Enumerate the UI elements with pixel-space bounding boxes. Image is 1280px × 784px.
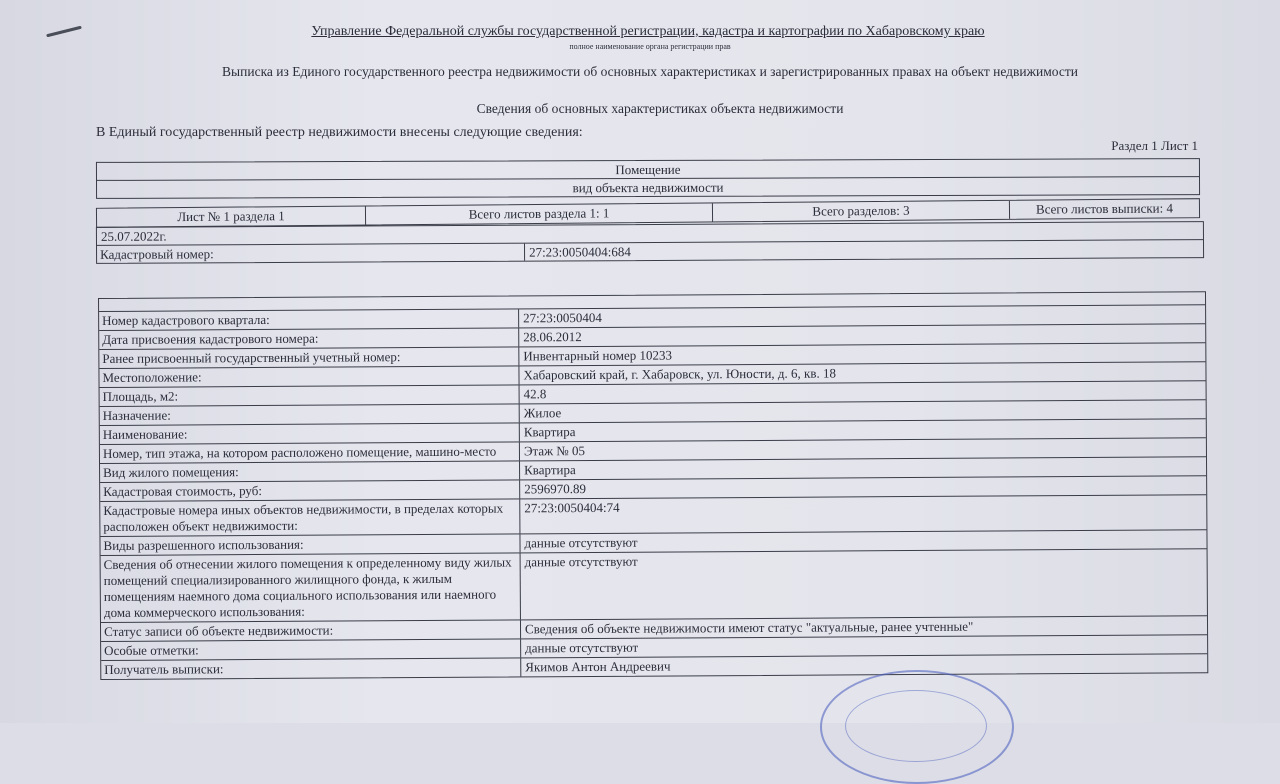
- row-label: Особые отметки:: [101, 639, 521, 660]
- date-cadastral-box: [96, 221, 1204, 264]
- row-value: Квартира: [523, 424, 576, 440]
- sheet-number: Лист № 1 раздела 1: [97, 206, 366, 226]
- row-label: Получатель выписки:: [101, 658, 521, 679]
- row-label: Статус записи об объекте недвижимости:: [101, 620, 521, 641]
- row-label: Ранее присвоенный государственный учетный номер:: [99, 347, 519, 368]
- document-subtitle: Сведения об основных характеристиках объекта недвижимости: [476, 101, 844, 116]
- row-label: Кадастровая стоимость, руб:: [100, 480, 520, 501]
- row-value: данные отсутствуют: [525, 639, 639, 656]
- table-row: [101, 549, 1207, 623]
- object-type-box: [96, 158, 1200, 199]
- row-value: Жилое: [523, 405, 562, 421]
- row-label: Наименование:: [100, 423, 520, 444]
- row-value: Этаж № 05: [523, 443, 586, 459]
- section-sheet-label: Раздел 1 Лист 1: [1111, 138, 1198, 153]
- document-title: Выписка из Единого государственного реестра недвижимости об основных характеристиках и зарегистрированных правах на объект недвижимости: [222, 64, 1078, 79]
- row-label: Вид жилого помещения:: [100, 461, 520, 482]
- row-label: Виды разрешенного использования:: [100, 534, 520, 555]
- row-value: 27:23:0050404:74: [524, 499, 620, 516]
- row-label: Площадь, м2:: [100, 385, 520, 406]
- row-label: Кадастровые номера иных объектов недвижимости, в пределах которых расположен объект недвижимости:: [100, 499, 520, 536]
- row-label: Местоположение:: [99, 366, 519, 387]
- row-value: Якимов Антон Андреевич: [525, 658, 671, 675]
- row-value: 2596970.89: [524, 481, 586, 497]
- row-value: 28.06.2012: [523, 329, 582, 345]
- row-value: Сведения об объекте недвижимости имеют статус "актуальные, ранее учтенные": [524, 618, 974, 637]
- characteristics-table: [98, 291, 1208, 680]
- row-label: Сведения об отнесении жилого помещения к определенному виду жилых помещений специализированного жилищного фонда, к жилым помещениям наемного дома социального использования или наемного дома коммерческого использования:: [101, 553, 521, 622]
- organization-caption: полное наименование органа регистрации прав: [569, 42, 731, 51]
- row-value: 27:23:0050404: [523, 309, 602, 326]
- row-value: Инвентарный номер 10233: [523, 347, 673, 364]
- row-value: Квартира: [524, 462, 576, 478]
- total-sheets: Всего листов выписки: 4: [1035, 200, 1174, 217]
- pen-mark: [46, 26, 82, 38]
- row-value: 42.8: [523, 386, 547, 402]
- organization-name: Управление Федеральной службы государственной регистрации, кадастра и картографии по Хабаровскому краю: [311, 24, 985, 39]
- row-value: данные отсутствуют: [524, 553, 638, 570]
- extract-date: 25.07.2022г.: [100, 228, 167, 244]
- official-stamp-inner-ring: [845, 690, 987, 762]
- total-sections: Всего разделов: 3: [713, 201, 1010, 222]
- sheets-in-section: Всего листов раздела 1: 1: [366, 203, 713, 224]
- row-value: Хабаровский край, г. Хабаровск, ул. Юности, д. 6, кв. 18: [523, 365, 837, 383]
- row-label: Дата присвоения кадастрового номера:: [99, 328, 519, 349]
- intro-text: В Единый государственный реестр недвижимости внесены следующие сведения:: [96, 125, 583, 140]
- row-label: Номер, тип этажа, на котором расположено помещение, машино-место: [100, 442, 520, 463]
- object-type-caption: вид объекта недвижимости: [572, 179, 724, 196]
- row-value: данные отсутствуют: [524, 534, 638, 551]
- cadastral-number-value: 27:23:0050404:684: [529, 244, 631, 260]
- object-type-value: Помещение: [97, 159, 1199, 181]
- row-label: Назначение:: [100, 404, 520, 425]
- row-label: Номер кадастрового квартала:: [99, 309, 519, 330]
- cadastral-number-label: Кадастровый номер:: [97, 244, 525, 263]
